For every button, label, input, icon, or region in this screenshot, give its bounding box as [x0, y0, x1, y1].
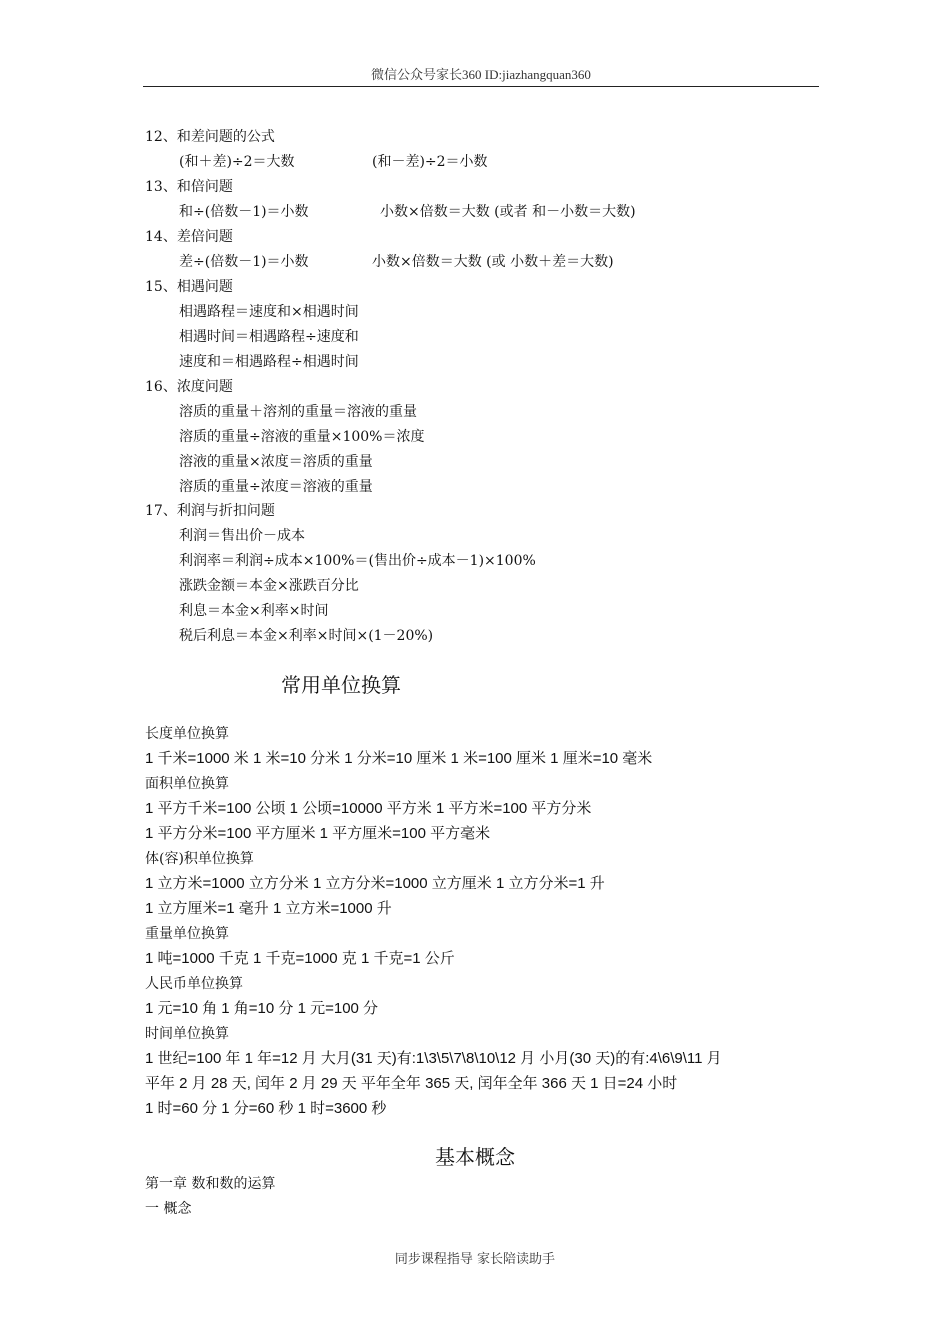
- formula-13a: 和÷(倍数－1)＝小数: [179, 204, 309, 220]
- section-16-title: 16、浓度问题: [145, 379, 233, 395]
- formula-15-3: 速度和＝相遇路程÷相遇时间: [179, 354, 359, 370]
- formula-14b: 小数×倍数＝大数 (或 小数＋差＝大数): [372, 254, 614, 270]
- formula-17-1: 利润＝售出价－成本: [179, 528, 305, 544]
- rmb-title: 人民币单位换算: [145, 976, 243, 992]
- time-line-1: 1 世纪=100 年 1 年=12 月 大月(31 天)有:1\3\5\7\8\10\12 月 小月(30 天)的有:4\6\9\11 月: [145, 1050, 722, 1067]
- formula-12b: (和－差)÷2＝小数: [372, 154, 488, 170]
- concepts-title: 基本概念: [435, 1145, 515, 1169]
- formula-14a: 差÷(倍数－1)＝小数: [179, 254, 309, 270]
- length-title: 长度单位换算: [145, 726, 229, 742]
- formula-17-5: 税后利息＝本金×利率×时间×(1－20%): [179, 628, 434, 644]
- formula-13b: 小数×倍数＝大数 (或者 和－小数＝大数): [380, 204, 636, 220]
- formula-17-4: 利息＝本金×利率×时间: [179, 603, 329, 619]
- formula-16-1: 溶质的重量＋溶剂的重量＝溶液的重量: [179, 404, 417, 420]
- area-line-2: 1 平方分米=100 平方厘米 1 平方厘米=100 平方毫米: [145, 825, 491, 842]
- section-12-title: 12、和差问题的公式: [145, 129, 275, 145]
- section-14-title: 14、差倍问题: [145, 229, 233, 245]
- rmb-line-1: 1 元=10 角 1 角=10 分 1 元=100 分: [145, 1000, 379, 1017]
- formula-15-2: 相遇时间＝相遇路程÷速度和: [179, 329, 359, 345]
- formula-12a: (和＋差)÷2＝大数: [179, 154, 295, 170]
- section-13-title: 13、和倍问题: [145, 179, 233, 195]
- weight-line-1: 1 吨=1000 千克 1 千克=1000 克 1 千克=1 公斤: [145, 950, 455, 967]
- time-line-2: 平年 2 月 28 天, 闰年 2 月 29 天 平年全年 365 天, 闰年全年 366 天 1 日=24 小时: [145, 1075, 678, 1092]
- volume-title: 体(容)积单位换算: [145, 851, 254, 867]
- volume-line-2: 1 立方厘米=1 毫升 1 立方米=1000 升: [145, 900, 392, 917]
- formula-17-2: 利润率＝利润÷成本×100%＝(售出价÷成本－1)×100%: [179, 553, 536, 569]
- page-header: 微信公众号家长360 ID:jiazhangquan360: [143, 66, 819, 87]
- page-footer: 同步课程指导 家长陪读助手: [394, 1252, 556, 1267]
- chapter-heading: 第一章 数和数的运算: [145, 1176, 276, 1192]
- length-line-1: 1 千米=1000 米 1 米=10 分米 1 分米=10 厘米 1 米=100 厘米 1 厘米=10 毫米: [145, 750, 653, 767]
- section-15-title: 15、相遇问题: [145, 279, 233, 295]
- weight-title: 重量单位换算: [145, 926, 229, 942]
- time-line-3: 1 时=60 分 1 分=60 秒 1 时=3600 秒: [145, 1100, 387, 1117]
- area-title: 面积单位换算: [145, 776, 229, 792]
- formula-16-3: 溶液的重量×浓度＝溶质的重量: [179, 454, 373, 470]
- time-title: 时间单位换算: [145, 1026, 229, 1042]
- volume-line-1: 1 立方米=1000 立方分米 1 立方分米=1000 立方厘米 1 立方分米=1 升: [145, 875, 605, 892]
- section-17-title: 17、利润与折扣问题: [145, 503, 275, 519]
- formula-16-4: 溶质的重量÷浓度＝溶液的重量: [179, 479, 373, 495]
- units-title: 常用单位换算: [281, 673, 401, 697]
- formula-15-1: 相遇路程＝速度和×相遇时间: [179, 304, 359, 320]
- formula-16-2: 溶质的重量÷溶液的重量×100%＝浓度: [179, 429, 425, 445]
- section-heading: 一 概念: [145, 1201, 192, 1217]
- formula-17-3: 涨跌金额＝本金×涨跌百分比: [179, 578, 359, 594]
- area-line-1: 1 平方千米=100 公顷 1 公顷=10000 平方米 1 平方米=100 平方分米: [145, 800, 592, 817]
